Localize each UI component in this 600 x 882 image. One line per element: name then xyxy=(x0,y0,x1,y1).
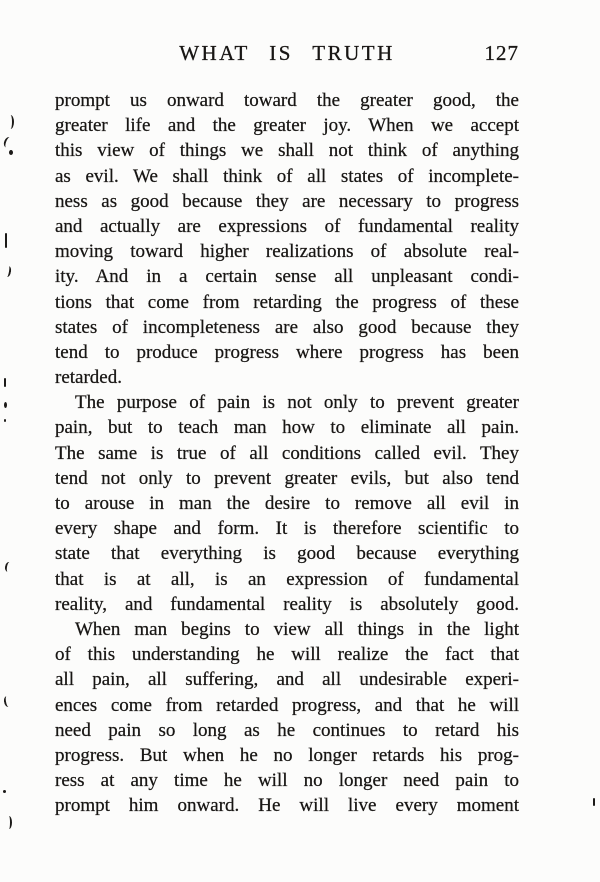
text-line: ress at any time he will no longer need pain to xyxy=(55,770,519,792)
text-line: moving toward higher realizations of absolute real- xyxy=(55,241,519,263)
text-line: of this understanding he will realize the fact that xyxy=(55,644,519,666)
text-line: need pain so long as he continues to retard his xyxy=(55,719,519,741)
text-line: greater life and the greater joy. When we accept xyxy=(55,115,519,137)
ink-speck xyxy=(4,266,12,278)
text-line: The purpose of pain is not only to prevent greater xyxy=(75,392,519,414)
text-line: pain, but to teach man how to eliminate all pain. xyxy=(55,417,519,439)
ink-speck xyxy=(3,695,12,707)
text-line: tend not only to prevent greater evils, but also tend xyxy=(55,467,519,489)
page-number: 127 xyxy=(484,41,519,65)
text-line: progress. But when he no longer retards his prog- xyxy=(55,744,519,766)
ink-speck xyxy=(4,402,7,408)
text-line: ness as good because they are necessary to progress xyxy=(55,190,519,212)
text-block xyxy=(55,41,519,818)
text-line: retarded. xyxy=(55,367,122,389)
text-line: tend to produce progress where progress has been xyxy=(55,341,519,363)
text-line: states of incompleteness are also good because they xyxy=(55,316,519,338)
text-line: ences come from retarded progress, and that he will xyxy=(55,694,519,716)
text-line: this view of things we shall not think of anything xyxy=(55,140,519,162)
text-line: that is at all, is an expression of fundamental xyxy=(55,568,519,590)
ink-speck xyxy=(4,378,6,387)
text-line: prompt us onward toward the greater good, the xyxy=(55,90,519,111)
text-line: reality, and fundamental reality is absolutely good. xyxy=(55,593,519,615)
ink-speck xyxy=(9,150,13,155)
ink-speck xyxy=(4,419,6,422)
text-line: every shape and form. It is therefore scientific to xyxy=(55,518,519,540)
text-line: all pain, all suffering, and all undesirable experi- xyxy=(55,669,519,691)
text-line: When man begins to view all things in the light xyxy=(75,618,519,640)
text-line: ity. And in a certain sense all unpleasant condi- xyxy=(55,266,519,288)
ink-speck xyxy=(4,561,13,572)
text-line: prompt him onward. He will live every moment xyxy=(55,795,519,817)
text-line: state that everything is good because everything xyxy=(55,543,519,565)
ink-speck xyxy=(2,136,13,149)
text-line: as evil. We shall think of all states of incomplete- xyxy=(55,165,519,187)
ink-speck xyxy=(3,790,6,793)
ink-speck xyxy=(7,115,14,129)
ink-speck xyxy=(593,798,595,806)
text-line: tions that come from retarding the progress of these xyxy=(55,291,519,313)
page-header xyxy=(55,41,519,65)
body-text xyxy=(55,88,519,818)
text-line: to arouse in man the desire to remove all evil in xyxy=(55,493,519,514)
text-line: The same is true of all conditions called evil. They xyxy=(55,442,519,464)
text-line: and actually are expressions of fundamental reality xyxy=(55,215,519,237)
ink-speck xyxy=(6,816,12,829)
ink-speck xyxy=(5,233,7,248)
running-head-title: WHAT IS TRUTH xyxy=(179,41,395,65)
